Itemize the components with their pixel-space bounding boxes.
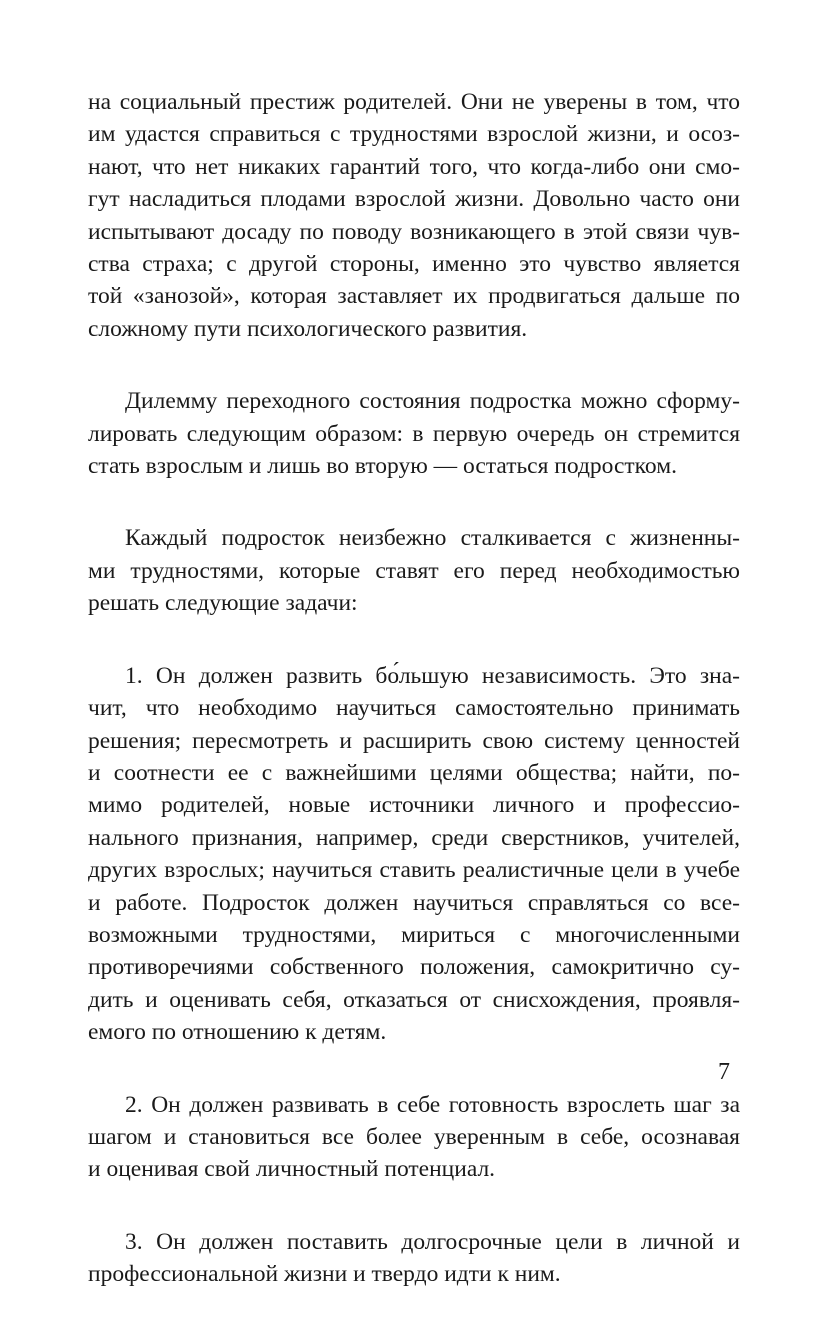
- paragraph-2: [88, 385, 740, 482]
- text-line: шагом и становиться все более уверенным в себе, осознавая: [88, 1123, 740, 1150]
- page-number: 7: [718, 1059, 730, 1085]
- text-line: нального признания, например, среди сверстников, учителей,: [88, 824, 740, 851]
- text-line: Каждый подросток неизбежно сталкивается с жизненны-: [125, 525, 740, 552]
- text-line: лировать следующим образом: в первую очередь он стремится: [88, 420, 740, 447]
- text-line: емого по отношению к детям.: [88, 1019, 387, 1046]
- text-line: стать взрослым и лишь во вторую — остаться подростком.: [88, 453, 677, 480]
- text-line: мимо родителей, новые источники личного и профессио-: [88, 792, 740, 819]
- text-line: Дилемму переходного состояния подростка можно сформу-: [125, 388, 740, 415]
- text-line: и оценивая свой личностный потенциал.: [88, 1156, 496, 1183]
- text-line: гут насладиться плодами взрослой жизни. Довольно часто они: [88, 186, 740, 213]
- text-line: 2. Он должен развивать в себе готовность взрослеть шаг за: [125, 1091, 740, 1118]
- text-line: 1. Он должен развить бо́льшую независимость. Это зна-: [125, 662, 740, 689]
- text-line: и соотнести ее с важнейшими целями общества; найти, по-: [88, 759, 740, 786]
- text-line: профессиональной жизни и твердо идти к ним.: [88, 1261, 561, 1288]
- text-line: ства страха; с другой стороны, именно это чувство является: [88, 251, 740, 278]
- text-line: чит, что необходимо научиться самостоятельно принимать: [88, 695, 740, 722]
- text-line: возможными трудностями, мириться с многочисленными: [88, 921, 740, 948]
- paragraph-4: [88, 660, 740, 1049]
- paragraph-3: [88, 522, 740, 619]
- text-line: нают, что нет никаких гарантий того, что когда-либо они смо-: [88, 153, 740, 180]
- text-line: других взрослых; научиться ставить реалистичные цели в учебе: [88, 857, 740, 884]
- text-line: противоречиями собственного положения, самокритично су-: [88, 954, 740, 981]
- text-line: 3. Он должен поставить долгосрочные цели в личной и: [125, 1228, 740, 1255]
- body-text: [88, 86, 740, 1331]
- paragraph-6: [88, 1226, 740, 1291]
- text-line: на социальный престиж родителей. Они не уверены в том, что: [88, 89, 740, 115]
- text-line: испытывают досаду по поводу возникающего в этой связи чув-: [88, 218, 740, 245]
- text-line: дить и оценивать себя, отказаться от снисхождения, проявля-: [88, 986, 740, 1013]
- text-line: им удастся справиться с трудностями взрослой жизни, и осоз-: [88, 121, 740, 148]
- paragraph-1: [88, 86, 740, 345]
- text-line: ми трудностями, которые ставят его перед необходимостью: [88, 557, 740, 584]
- text-line: сложному пути психологического развития.: [88, 315, 528, 342]
- text-line: и работе. Подросток должен научиться справляться со все-: [88, 889, 740, 916]
- paragraph-5: [88, 1089, 740, 1186]
- text-line: решения; пересмотреть и расширить свою систему ценностей: [88, 727, 740, 754]
- text-line: той «занозой», которая заставляет их продвигаться дальше по: [88, 283, 740, 310]
- text-line: решать следующие задачи:: [88, 590, 358, 617]
